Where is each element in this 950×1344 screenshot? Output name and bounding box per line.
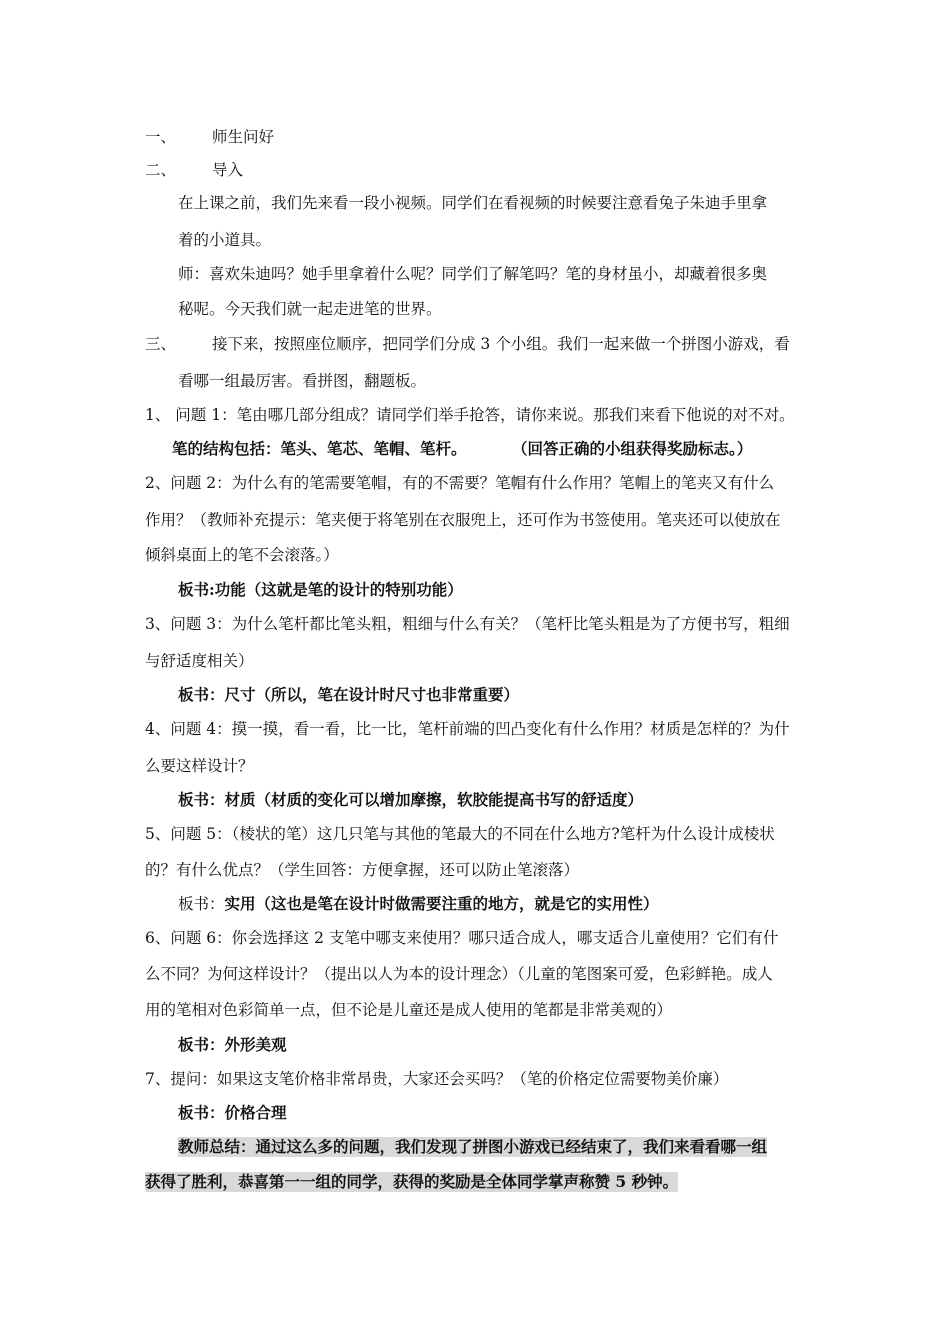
section-number: 三、 xyxy=(145,335,177,353)
board-note-practical xyxy=(178,894,659,914)
question-5-line-1: 5、问题 5：（棱状的笔）这几只笔与其他的笔最大的不同在什么地方?笔杆为什么设计成棱状 xyxy=(145,825,775,843)
question-1-line-1: 1、 问题 1：笔由哪几部分组成？请同学们举手抢答，请你来说。那我们来看下他说的对不对。 xyxy=(145,406,795,424)
section-title: 师生问好 xyxy=(212,128,275,146)
board-note-content: 实用（这也是笔在设计时做需要注重的地方，就是它的实用性） xyxy=(224,894,659,913)
board-note-appearance: 板书：外形美观 xyxy=(178,1035,287,1054)
board-note-price: 板书：价格合理 xyxy=(178,1103,287,1122)
question-5-line-2: 的？有什么优点？（学生回答：方便拿握，还可以防止笔滚落） xyxy=(145,861,580,879)
section-number: 二、 xyxy=(145,161,177,179)
question-4-line-1: 4、问题 4：摸一摸，看一看，比一比，笔杆前端的凹凸变化有什么作用？材质是怎样的？为什 xyxy=(145,720,790,738)
section-title: 导入 xyxy=(212,161,244,179)
question-2-line-1: 2、问题 2：为什么有的笔需要笔帽，有的不需要？笔帽有什么作用？笔帽上的笔夹又有什么 xyxy=(145,474,775,492)
intro-paragraph-1-line-1: 在上课之前，我们先来看一段小视频。同学们在看视频的时候要注意看兔子朱迪手里拿 xyxy=(178,194,768,212)
question-3-line-1: 3、问题 3：为什么笔杆都比笔头粗，粗细与什么有关？（笔杆比笔头粗是为了方便书写，粗细 xyxy=(145,615,790,633)
board-note-function: 板书:功能（这就是笔的设计的特别功能） xyxy=(178,580,463,599)
question-6-line-2: 么不同？为何这样设计？（提出以人为本的设计理念）（儿童的笔图案可爱，色彩鲜艳。成人 xyxy=(145,965,773,983)
section-number: 一、 xyxy=(145,128,177,146)
section-title: 接下来，按照座位顺序，把同学们分成 3 个小组。我们一起来做一个拼图小游戏，看 xyxy=(212,335,790,353)
question-1-answer: 笔的结构包括：笔头、笔芯、笔帽、笔杆。 xyxy=(172,439,467,458)
teacher-summary-line-2: 获得了胜利，恭喜第一一组的同学，获得的奖励是全体同学掌声称赞 5 秒钟。 xyxy=(145,1172,679,1191)
question-6-line-3: 用的笔相对色彩简单一点，但不论是儿童还是成人使用的笔都是非常美观的） xyxy=(145,1001,673,1019)
intro-paragraph-2-line-1: 师：喜欢朱迪吗？她手里拿着什么呢？同学们了解笔吗？笔的身材虽小，却藏着很多奥 xyxy=(178,265,768,283)
section-3-line-2: 看哪一组最厉害。看拼图，翻题板。 xyxy=(178,372,427,390)
question-6-line-1: 6、问题 6：你会选择这 2 支笔中哪支来使用？哪只适合成人，哪支适合儿童使用？它们有什 xyxy=(145,929,779,947)
intro-paragraph-2-line-2: 秘呢。今天我们就一起走进笔的世界。 xyxy=(178,300,442,318)
teacher-summary-line-1: 教师总结：通过这么多的问题，我们发现了拼图小游戏已经结束了，我们来看看哪一组 xyxy=(178,1137,768,1156)
board-note-size: 板书：尺寸（所以，笔在设计时尺寸也非常重要） xyxy=(178,685,520,704)
question-4-line-2: 么要这样设计？ xyxy=(145,757,254,775)
question-2-line-3: 倾斜桌面上的笔不会滚落。） xyxy=(145,546,339,564)
intro-paragraph-1-line-2: 着的小道具。 xyxy=(178,231,272,249)
question-3-line-2: 与舒适度相关） xyxy=(145,652,254,670)
board-note-prefix: 板书： xyxy=(178,895,225,913)
question-7-line-1: 7、提问：如果这支笔价格非常昂贵，大家还会买吗？（笔的价格定位需要物美价廉） xyxy=(145,1070,729,1088)
question-2-line-2: 作用？（教师补充提示：笔夹便于将笔别在衣服兜上，还可作为书签使用。笔夹还可以使放在 xyxy=(145,511,781,529)
question-1-reward: （回答正确的小组获得奖励标志。） xyxy=(512,439,753,458)
board-note-material: 板书：材质（材质的变化可以增加摩擦，软胶能提高书写的舒适度） xyxy=(178,790,644,809)
